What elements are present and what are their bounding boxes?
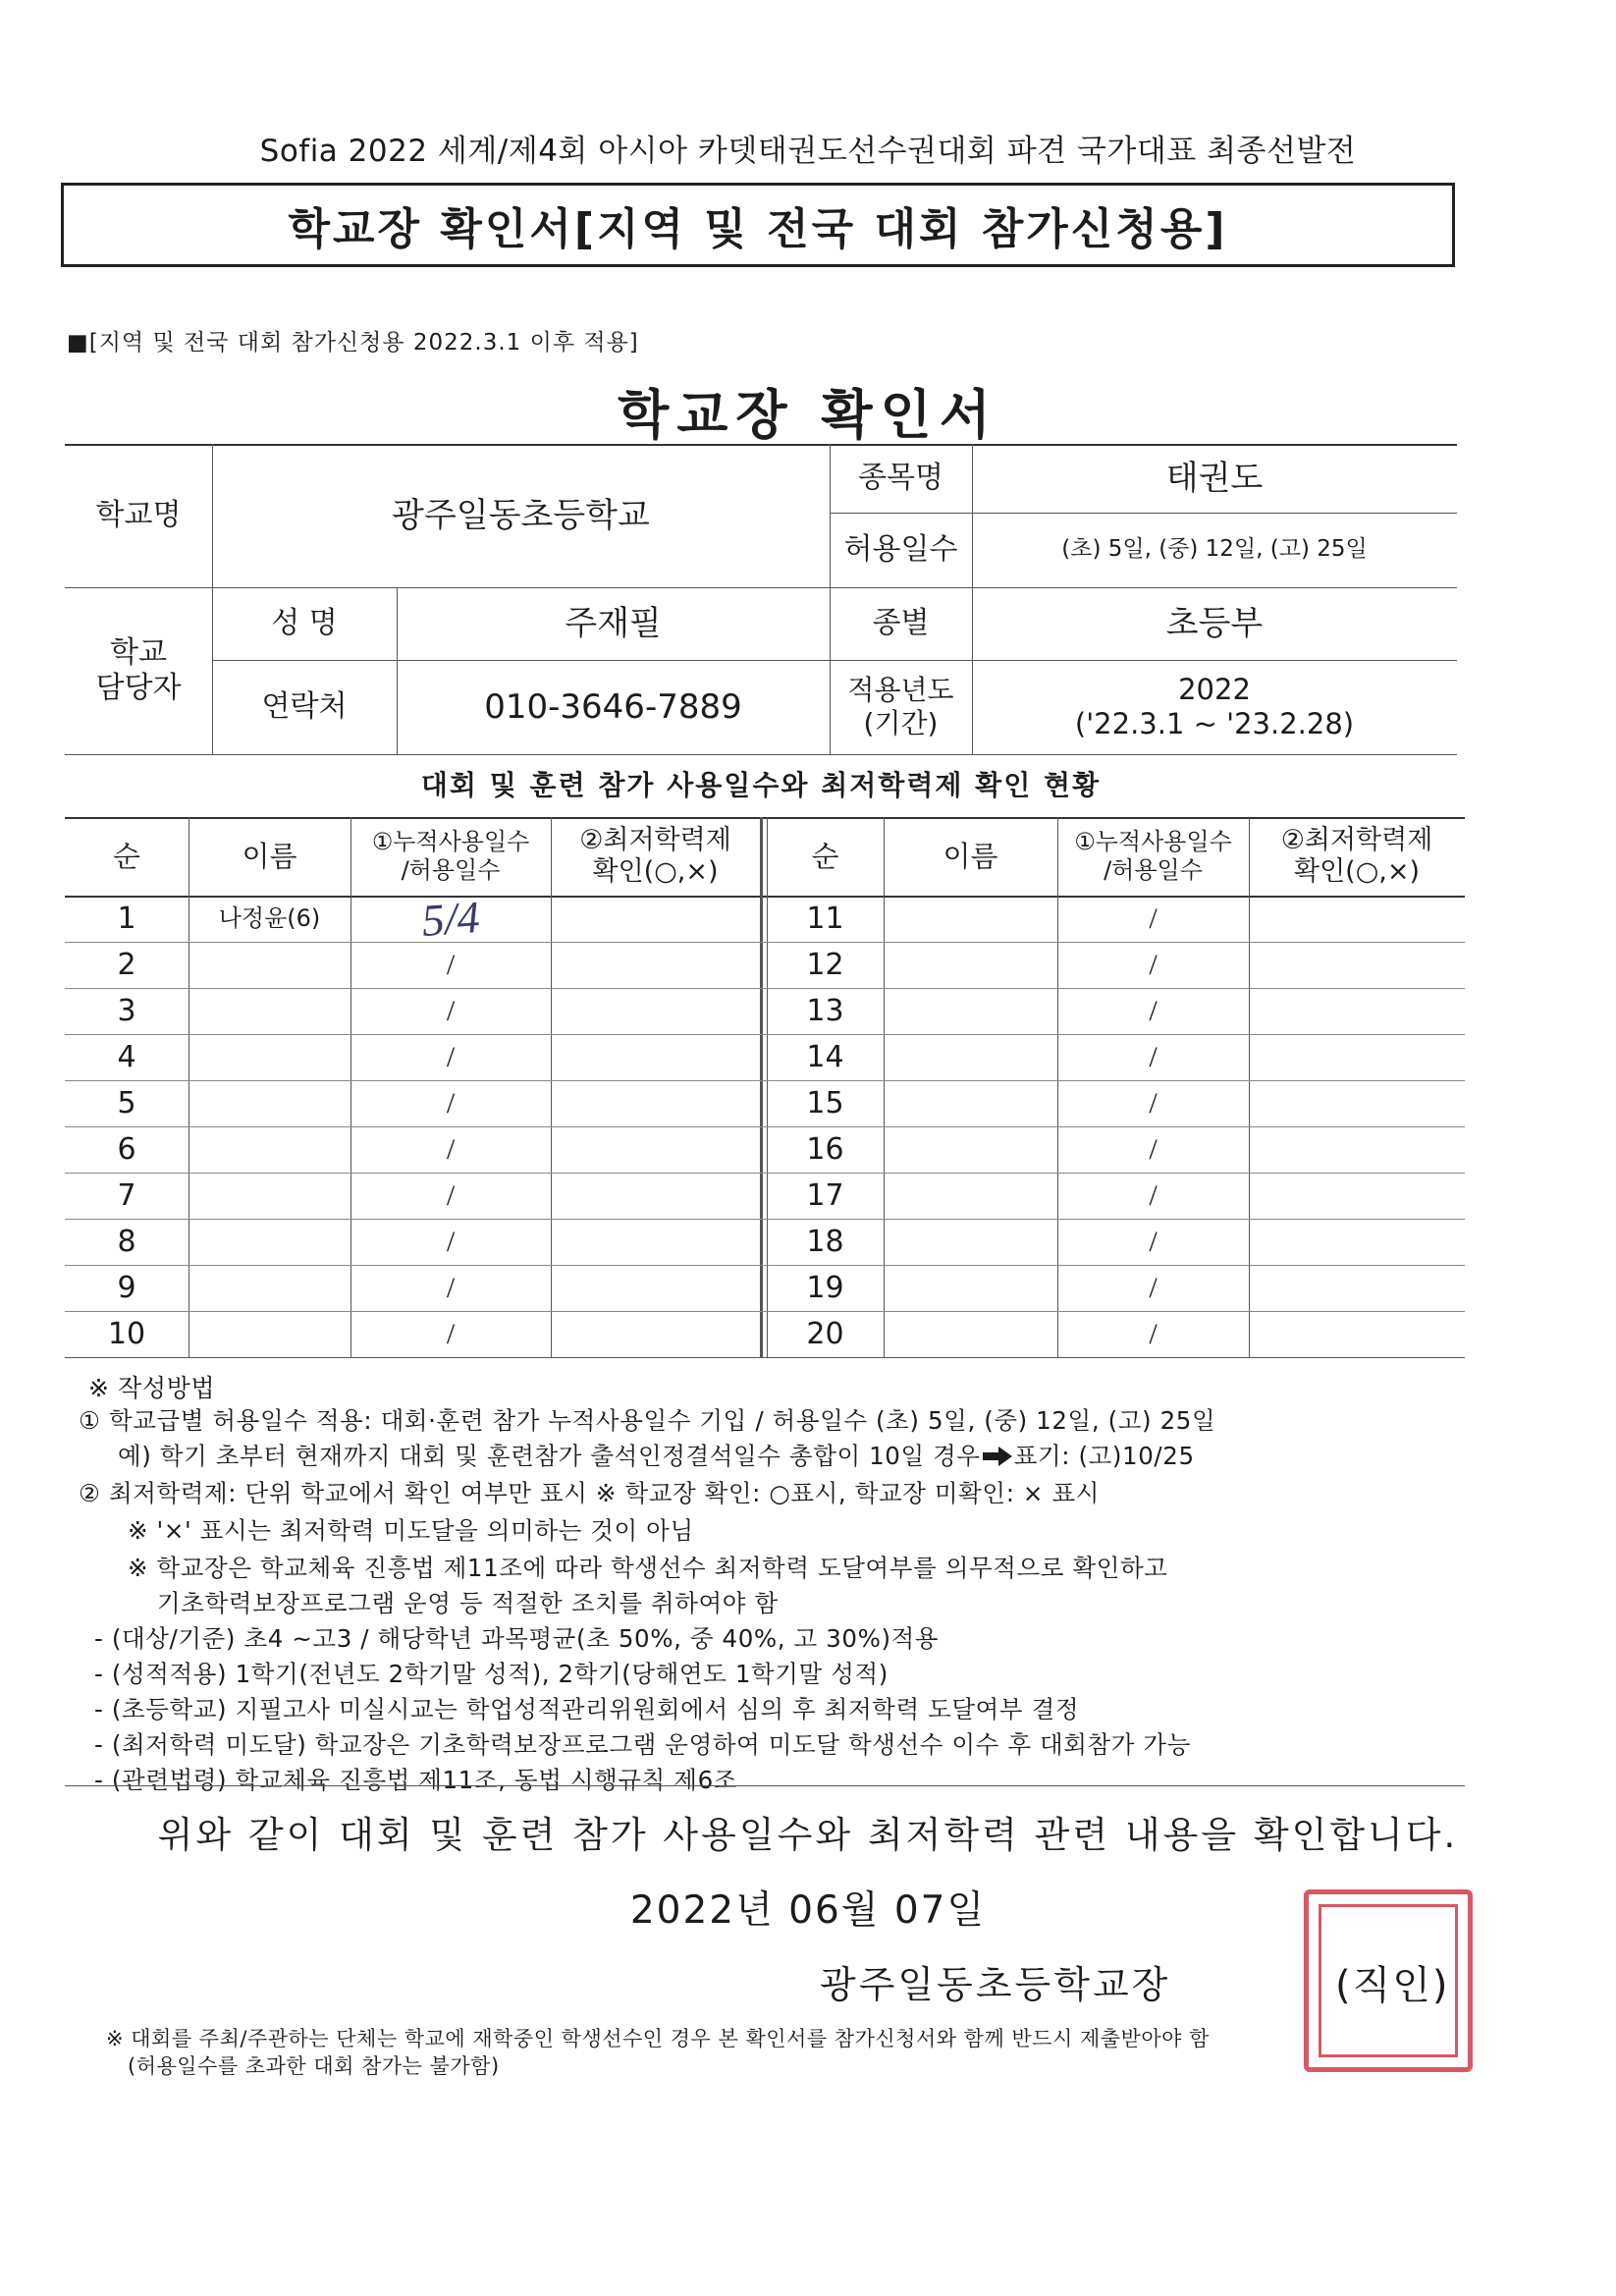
min-academic-check	[551, 1173, 760, 1219]
boxed-title-text: 학교장 확인서[지역 및 전국 대회 참가신청용]	[288, 204, 1228, 254]
instruction-note-2b: 기초학력보장프로그램 운영 등 적절한 조치를 취하여야 함	[157, 1589, 779, 1617]
year-value: 2022 ('22.3.1 ~ '23.2.28)	[1074, 673, 1355, 740]
days-slash: /	[446, 1086, 456, 1120]
document-title: 학교장 확인서	[618, 384, 998, 446]
row-number: 9	[117, 1270, 136, 1305]
athlete-name	[189, 1034, 350, 1080]
athlete-name	[884, 1219, 1057, 1265]
footer-note-2: (허용일수를 초과한 대회 참가는 불가함)	[128, 2054, 500, 2078]
athlete-name	[189, 1219, 350, 1265]
min-academic-check	[551, 1034, 760, 1080]
athlete-name	[884, 988, 1057, 1034]
allowed-days-label: 허용일수	[843, 532, 958, 567]
days-slash: /	[446, 1271, 456, 1304]
instruction-example	[118, 1438, 1195, 1472]
min-academic-check	[1249, 942, 1465, 988]
row-number: 12	[806, 947, 844, 982]
athlete-name	[189, 1080, 350, 1126]
row-number: 7	[117, 1177, 136, 1213]
days-slash: /	[446, 1317, 456, 1350]
days-slash: /	[1149, 1178, 1158, 1212]
col-no-right: 순	[811, 839, 839, 873]
min-academic-check	[1249, 1311, 1465, 1357]
days-slash: /	[1149, 1271, 1158, 1304]
athlete-name	[189, 1126, 350, 1173]
contact-label: 연락처	[261, 689, 348, 724]
status-heading: 대회 및 훈련 참가 사용일수와 최저학력제 확인 현황	[420, 769, 1102, 802]
athlete-name	[884, 1311, 1057, 1357]
footer-note-1: ※ 대회를 주최/주관하는 단체는 학교에 재학중인 학생선수인 경우 본 확인서를 참가신청서와 함께 반드시 제출받아야 함	[106, 2027, 1210, 2050]
min-academic-check	[551, 1311, 760, 1357]
allowed-days-value: (초) 5일, (중) 12일, (고) 25일	[1061, 536, 1368, 563]
min-academic-check	[1249, 1265, 1465, 1311]
principal-name: 광주일동초등학교장	[820, 1963, 1171, 2006]
instruction-dash-5: - (관련법령) 학교체육 진흥법 제11조, 동법 시행규칙 제6조	[94, 1766, 738, 1794]
min-academic-check	[551, 896, 760, 942]
min-academic-check	[551, 942, 760, 988]
min-academic-check	[1249, 1219, 1465, 1265]
manager-label: 학교 담당자	[95, 635, 182, 705]
days-slash: /	[1149, 1086, 1158, 1120]
col-name-left: 이름	[242, 839, 297, 873]
division-value: 초등부	[1165, 603, 1264, 643]
instructions-heading: ※ 작성방법	[88, 1374, 216, 1402]
example-notation: 표기: (고)10/25	[1013, 1442, 1195, 1470]
athlete-name	[884, 1126, 1057, 1173]
row-number: 19	[806, 1270, 844, 1305]
min-academic-check	[551, 1126, 760, 1173]
athlete-name	[189, 942, 350, 988]
row-number: 17	[806, 1177, 844, 1213]
instruction-note-2: ※ 학교장은 학교체육 진흥법 제11조에 따라 학생선수 최저학력 도달여부를 의무적으로 확인하고	[128, 1554, 1168, 1582]
issue-date: 2022년 06월 07일	[629, 1888, 987, 1933]
person-name-value: 주재필	[565, 603, 662, 643]
days-slash: /	[446, 1178, 456, 1212]
col-days-left: ①누적사용일수 /허용일수	[371, 828, 530, 884]
min-academic-check	[1249, 896, 1465, 942]
days-slash: /	[446, 1040, 456, 1073]
example-text: 예) 학기 초부터 현재까지 대회 및 훈련참가 출석인정결석일수 총합이 10일 경우	[118, 1442, 981, 1470]
boxed-title	[61, 183, 1455, 267]
arrow-right-icon	[983, 1447, 1012, 1466]
handwritten-days: 5/4	[419, 891, 482, 946]
seal-label: (직인)	[1335, 1963, 1450, 2008]
days-slash: /	[1149, 1225, 1158, 1258]
athlete-name	[884, 1265, 1057, 1311]
contact-value: 010-3646-7889	[484, 686, 742, 727]
days-slash: /	[1149, 902, 1158, 935]
row-number: 4	[117, 1039, 136, 1074]
person-name-label: 성 명	[271, 606, 338, 640]
min-academic-check	[1249, 1126, 1465, 1173]
min-academic-check	[551, 1080, 760, 1126]
athlete-name	[189, 988, 350, 1034]
min-academic-check	[1249, 1080, 1465, 1126]
col-no-left: 순	[112, 839, 140, 873]
row-number: 16	[806, 1131, 844, 1167]
athlete-name	[884, 1173, 1057, 1219]
row-number: 5	[117, 1085, 136, 1121]
days-slash: /	[1149, 1040, 1158, 1073]
division-label: 종별	[872, 606, 930, 640]
row-number: 1	[117, 901, 136, 936]
instruction-item-1: ① 학교급별 허용일수 적용: 대회·훈련 참가 누적사용일수 기입 / 허용일수 (초) 5일, (중) 12일, (고) 25일	[79, 1406, 1216, 1435]
event-title: Sofia 2022 세계/제4회 아시아 카뎃태권도선수권대회 파견 국가대표 최종선발전	[259, 134, 1357, 169]
min-academic-check	[551, 1265, 760, 1311]
days-slash: /	[446, 948, 456, 981]
row-number: 3	[117, 993, 136, 1028]
col-min-right: ②최저학력제 확인(○,×)	[1280, 824, 1433, 887]
row-number: 2	[117, 947, 136, 982]
col-days-right: ①누적사용일수 /허용일수	[1074, 828, 1232, 884]
row-number: 6	[117, 1131, 136, 1167]
row-number: 15	[806, 1085, 844, 1121]
row-number: 18	[806, 1224, 844, 1259]
confirmation-statement: 위와 같이 대회 및 훈련 참가 사용일수와 최저학력 관련 내용을 확인합니다.	[157, 1814, 1459, 1856]
athlete-name	[884, 1034, 1057, 1080]
instruction-dash-3: - (초등학교) 지필고사 미실시교는 학업성적관리위원회에서 심의 후 최저학력 도달여부 결정	[94, 1695, 1080, 1723]
days-slash: /	[446, 1132, 456, 1166]
days-slash: /	[1149, 1132, 1158, 1166]
athlete-name	[189, 1265, 350, 1311]
days-slash: /	[446, 994, 456, 1027]
instruction-dash-2: - (성적적용) 1학기(전년도 2학기말 성적), 2학기(당해연도 1학기말 성적)	[94, 1660, 889, 1688]
athlete-name	[189, 1173, 350, 1219]
days-slash: /	[1149, 948, 1158, 981]
min-academic-check	[1249, 1034, 1465, 1080]
sport-label: 종목명	[858, 461, 943, 495]
days-slash: /	[1149, 994, 1158, 1027]
days-slash: /	[446, 1225, 456, 1258]
instruction-item-2: ② 최저학력제: 단위 학교에서 확인 여부만 표시 ※ 학교장 확인: ○표시, 학교장 미확인: × 표시	[79, 1479, 1100, 1507]
athlete-name	[189, 1311, 350, 1357]
year-label: 적용년도 (기간)	[847, 674, 954, 739]
min-academic-check	[551, 1219, 760, 1265]
row-number: 8	[117, 1224, 136, 1259]
row-number: 10	[107, 1316, 146, 1351]
athlete-name	[884, 942, 1057, 988]
col-name-right: 이름	[943, 839, 998, 873]
min-academic-check	[1249, 1173, 1465, 1219]
school-name-label: 학교명	[95, 498, 182, 532]
instruction-dash-1: - (대상/기준) 초4 ~고3 / 해당학년 과목평균(초 50%, 중 40%, 고 30%)적용	[94, 1624, 940, 1653]
athlete-name	[884, 896, 1057, 942]
row-number: 20	[806, 1316, 844, 1351]
instruction-note-1: ※ '×' 표시는 최저학력 미도달을 의미하는 것이 아님	[128, 1516, 694, 1545]
row-number: 11	[806, 901, 844, 936]
school-name-value: 광주일동초등학교	[392, 495, 650, 535]
scope-note: ■[지역 및 전국 대회 참가신청용 2022.3.1 이후 적용]	[67, 330, 639, 355]
days-slash: /	[1149, 1317, 1158, 1350]
sport-value: 태권도	[1165, 458, 1264, 498]
min-academic-check	[551, 988, 760, 1034]
athlete-name: 나정윤(6)	[218, 904, 321, 933]
row-number: 14	[806, 1039, 844, 1074]
min-academic-check	[1249, 988, 1465, 1034]
row-number: 13	[806, 993, 844, 1028]
athlete-name	[884, 1080, 1057, 1126]
instruction-dash-4: - (최저학력 미도달) 학교장은 기초학력보장프로그램 운영하여 미도달 학생선수 이수 후 대회참가 가능	[94, 1730, 1191, 1759]
col-min-left: ②최저학력제 확인(○,×)	[579, 824, 731, 887]
